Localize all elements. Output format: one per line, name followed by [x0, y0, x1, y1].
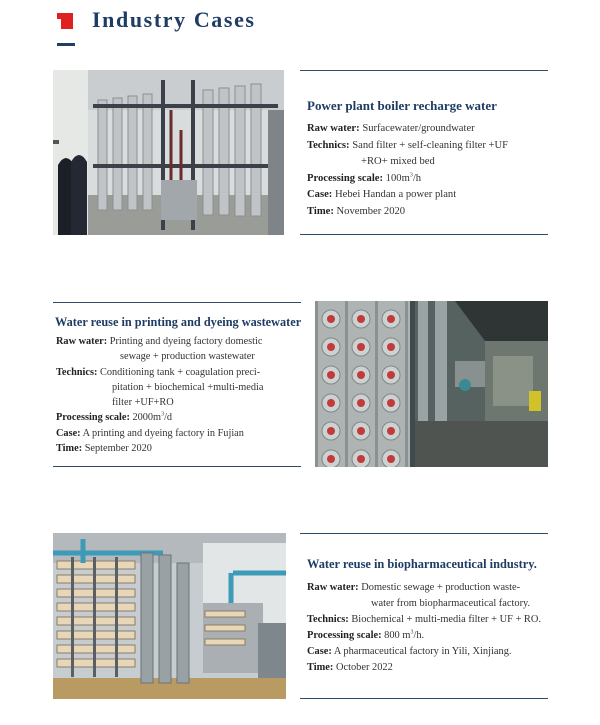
technics-value: Conditioning tank + coagulation preci- [99, 366, 261, 378]
case-label: Case: [56, 427, 81, 439]
technics-value-cont: +RO+ mixed bed [361, 156, 435, 167]
scale-unit: /h. [413, 630, 425, 641]
case-2-title: Water reuse in printing and dyeing wastewater [55, 315, 302, 329]
case-label: Case: [307, 189, 333, 200]
technics-value: Sand filter + self-cleaning filter +UF [352, 139, 509, 151]
case-2-bottom-rule [53, 466, 301, 467]
technics-value-cont: pitation + biochemical +multi-media [112, 381, 264, 393]
page-title: Industry Cases [92, 7, 256, 32]
logo-square-icon [57, 13, 73, 29]
technics-value-cont-2: filter +UF+RO [112, 397, 174, 409]
scale-superscript: 3 [410, 629, 414, 636]
scale-unit: /h [412, 172, 422, 184]
scale-superscript: 3 [161, 412, 165, 419]
case-1-details [307, 121, 508, 220]
case-1-bottom-rule [300, 234, 548, 235]
case-3-photo [53, 533, 286, 699]
time-value: November 2020 [336, 205, 406, 217]
case-2-top-rule [53, 302, 301, 303]
processing-scale-value: 2000m [132, 412, 162, 424]
raw-water-label: Raw water: [307, 582, 359, 593]
case-value: A printing and dyeing factory in Fujian [82, 427, 244, 439]
case-3-details [307, 580, 541, 676]
case-value: Hebei Handan a power plant [334, 189, 457, 200]
raw-water-value-cont: sewage + production wastewater [120, 351, 255, 363]
case-2-photo [315, 301, 548, 467]
case-3-title: Water reuse in biopharmaceutical industry. [307, 557, 537, 571]
technics-label: Technics: [307, 614, 349, 625]
technics-label: Technics: [56, 366, 98, 378]
processing-scale-label: Processing scale: [307, 172, 384, 184]
scale-unit: /d [164, 412, 173, 424]
case-3-top-rule [300, 533, 548, 534]
case-2-details [56, 334, 263, 456]
scale-superscript: 3 [409, 171, 413, 178]
processing-scale-label: Processing scale: [307, 630, 382, 641]
technics-label: Technics: [307, 139, 350, 151]
raw-water-value: Surfacewater/groundwater [362, 123, 475, 134]
technics-value: Biochemical + multi-media filter + UF + RO. [351, 614, 541, 625]
raw-water-value: Printing and dyeing factory domestic [109, 336, 263, 347]
case-1-photo [53, 70, 284, 235]
case-1-title: Power plant boiler recharge water [307, 98, 497, 113]
processing-scale-value: 800 m [384, 630, 411, 641]
case-3-bottom-rule [300, 698, 548, 699]
title-accent-bar [57, 43, 75, 46]
raw-water-label: Raw water: [307, 123, 360, 134]
raw-water-value-cont: water from biopharmaceutical factory. [371, 598, 531, 609]
case-1-top-rule [300, 70, 548, 71]
case-value: A pharmaceutical factory in Yili, Xinjiang. [333, 646, 512, 657]
raw-water-value: Domestic sewage + production waste- [361, 582, 521, 593]
time-label: Time: [307, 662, 334, 673]
time-value: September 2020 [84, 443, 152, 455]
processing-scale-label: Processing scale: [56, 412, 130, 424]
time-label: Time: [307, 205, 334, 217]
processing-scale-value: 100m [385, 172, 410, 184]
time-label: Time: [56, 443, 83, 455]
case-label: Case: [307, 646, 332, 657]
raw-water-label: Raw water: [56, 336, 108, 347]
time-value: October 2022 [335, 662, 393, 673]
